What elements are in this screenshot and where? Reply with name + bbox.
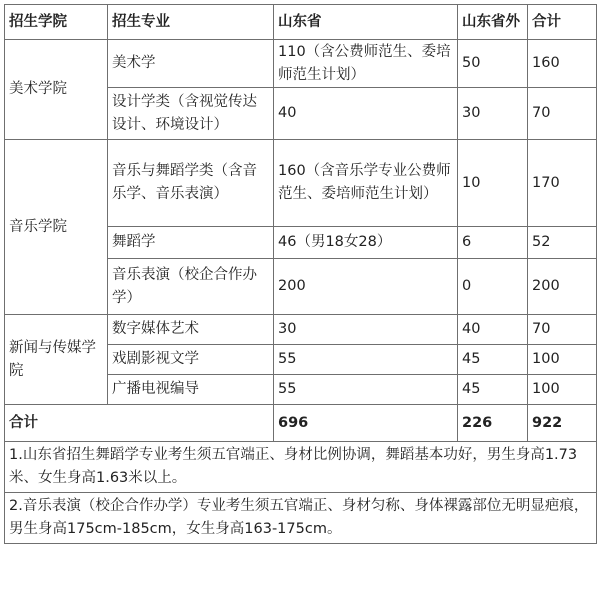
note-2: 2.音乐表演（校企合作办学）专业考生须五官端正、身材匀称、身体裸露部位无明显疤痕，男生身高175cm-185cm，女生身高163-175cm。	[5, 493, 597, 544]
header-total: 合计	[528, 5, 597, 40]
total-outside: 226	[458, 405, 528, 442]
major-cell: 数字媒体艺术	[108, 315, 274, 345]
table-row	[5, 140, 597, 227]
total-cell: 70	[528, 315, 597, 345]
total-cell: 100	[528, 375, 597, 405]
total-cell: 52	[528, 227, 597, 259]
major-cell: 设计学类（含视觉传达设计、环境设计）	[108, 88, 274, 140]
college-cell: 音乐学院	[5, 140, 108, 315]
major-cell: 音乐表演（校企合作办学）	[108, 259, 274, 315]
total-shandong: 696	[274, 405, 458, 442]
shandong-cell: 40	[274, 88, 458, 140]
total-cell: 200	[528, 259, 597, 315]
total-label: 合计	[5, 405, 274, 442]
outside-cell: 0	[458, 259, 528, 315]
table-row	[5, 40, 597, 88]
note-row	[5, 442, 597, 493]
major-cell: 舞蹈学	[108, 227, 274, 259]
total-cell: 70	[528, 88, 597, 140]
major-cell: 音乐与舞蹈学类（含音乐学、音乐表演）	[108, 140, 274, 227]
shandong-cell: 110（含公费师范生、委培师范生计划）	[274, 40, 458, 88]
college-cell: 新闻与传媒学院	[5, 315, 108, 405]
table-row	[5, 315, 597, 345]
note-1: 1.山东省招生舞蹈学专业考生须五官端正、身材比例协调，舞蹈基本功好，男生身高1.73米、女生身高1.63米以上。	[5, 442, 597, 493]
header-shandong: 山东省	[274, 5, 458, 40]
note-row	[5, 493, 597, 544]
shandong-cell: 30	[274, 315, 458, 345]
outside-cell: 45	[458, 345, 528, 375]
header-college: 招生学院	[5, 5, 108, 40]
shandong-cell: 160（含音乐学专业公费师范生、委培师范生计划）	[274, 140, 458, 227]
enrollment-table	[4, 4, 597, 544]
total-cell: 100	[528, 345, 597, 375]
outside-cell: 50	[458, 40, 528, 88]
major-cell: 美术学	[108, 40, 274, 88]
header-major: 招生专业	[108, 5, 274, 40]
header-row	[5, 5, 597, 40]
shandong-cell: 200	[274, 259, 458, 315]
header-outside: 山东省外	[458, 5, 528, 40]
total-cell: 160	[528, 40, 597, 88]
total-row	[5, 405, 597, 442]
total-cell: 170	[528, 140, 597, 227]
major-cell: 戏剧影视文学	[108, 345, 274, 375]
shandong-cell: 55	[274, 375, 458, 405]
outside-cell: 45	[458, 375, 528, 405]
major-cell: 广播电视编导	[108, 375, 274, 405]
shandong-cell: 46（男18女28）	[274, 227, 458, 259]
shandong-cell: 55	[274, 345, 458, 375]
total-overall: 922	[528, 405, 597, 442]
outside-cell: 10	[458, 140, 528, 227]
outside-cell: 30	[458, 88, 528, 140]
outside-cell: 40	[458, 315, 528, 345]
outside-cell: 6	[458, 227, 528, 259]
college-cell: 美术学院	[5, 40, 108, 140]
